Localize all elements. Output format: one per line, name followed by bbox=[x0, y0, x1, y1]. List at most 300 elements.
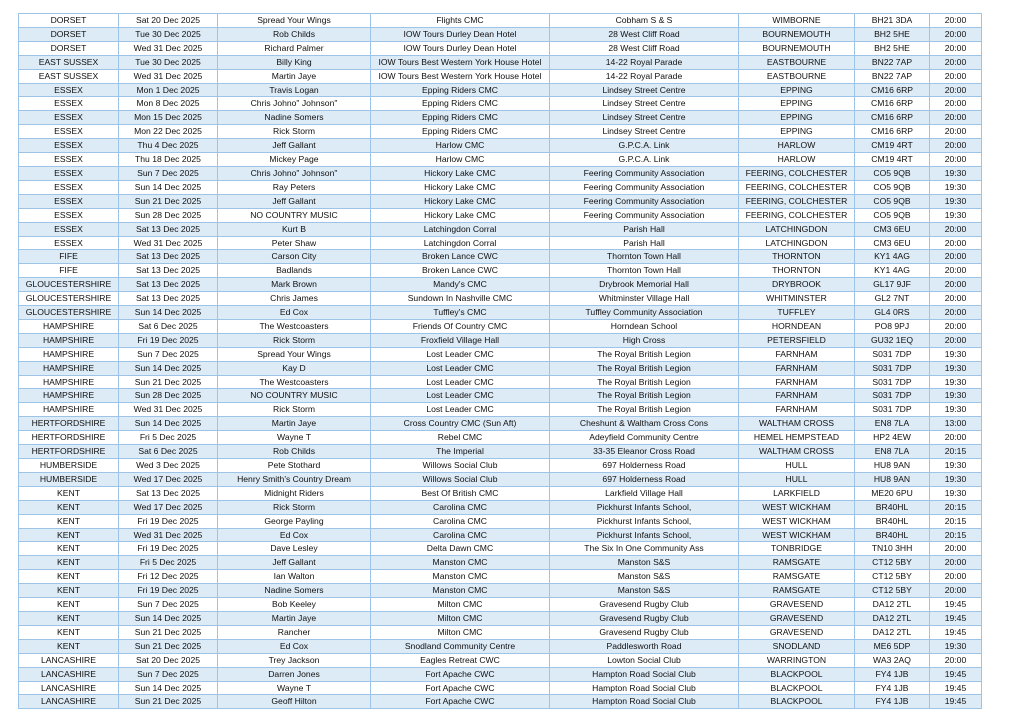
time-cell: 20:00 bbox=[930, 542, 982, 556]
date-cell: Fri 19 Dec 2025 bbox=[119, 514, 218, 528]
club-cell: Broken Lance CWC bbox=[371, 250, 550, 264]
postcode-cell: BH21 3DA bbox=[855, 14, 930, 28]
postcode-cell: BR40HL bbox=[855, 500, 930, 514]
venue-cell: Gravesend Rugby Club bbox=[550, 598, 739, 612]
county-cell: HAMPSHIRE bbox=[19, 375, 119, 389]
artist-cell: Jeff Gallant bbox=[218, 194, 371, 208]
club-cell: Milton CMC bbox=[371, 625, 550, 639]
club-cell: Willows Social Club bbox=[371, 459, 550, 473]
postcode-cell: BR40HL bbox=[855, 528, 930, 542]
date-cell: Sat 13 Dec 2025 bbox=[119, 292, 218, 306]
county-cell: DORSET bbox=[19, 14, 119, 28]
date-cell: Wed 17 Dec 2025 bbox=[119, 472, 218, 486]
artist-cell: Ed Cox bbox=[218, 306, 371, 320]
date-cell: Sun 14 Dec 2025 bbox=[119, 306, 218, 320]
town-cell: FEERING, COLCHESTER bbox=[739, 180, 855, 194]
artist-cell: Ray Peters bbox=[218, 180, 371, 194]
venue-cell: Whitminster Village Hall bbox=[550, 292, 739, 306]
county-cell: HAMPSHIRE bbox=[19, 389, 119, 403]
venue-cell: 28 West Cliff Road bbox=[550, 27, 739, 41]
postcode-cell: CM3 6EU bbox=[855, 236, 930, 250]
time-cell: 19:30 bbox=[930, 180, 982, 194]
time-cell: 19:30 bbox=[930, 389, 982, 403]
town-cell: BLACKPOOL bbox=[739, 667, 855, 681]
time-cell: 19:30 bbox=[930, 194, 982, 208]
town-cell: WEST WICKHAM bbox=[739, 500, 855, 514]
venue-cell: 33-35 Eleanor Cross Road bbox=[550, 445, 739, 459]
venue-cell: Parish Hall bbox=[550, 222, 739, 236]
date-cell: Sun 21 Dec 2025 bbox=[119, 639, 218, 653]
artist-cell: Nadine Somers bbox=[218, 584, 371, 598]
town-cell: WEST WICKHAM bbox=[739, 514, 855, 528]
county-cell: HERTFORDSHIRE bbox=[19, 431, 119, 445]
county-cell: ESSEX bbox=[19, 153, 119, 167]
postcode-cell: CO5 9QB bbox=[855, 166, 930, 180]
venue-cell: Gravesend Rugby Club bbox=[550, 611, 739, 625]
venue-cell: Cheshunt & Waltham Cross Cons bbox=[550, 417, 739, 431]
table-row bbox=[19, 459, 982, 473]
venue-cell: Lindsey Street Centre bbox=[550, 125, 739, 139]
county-cell: KENT bbox=[19, 528, 119, 542]
town-cell: EPPING bbox=[739, 83, 855, 97]
postcode-cell: S031 7DP bbox=[855, 375, 930, 389]
venue-cell: Gravesend Rugby Club bbox=[550, 625, 739, 639]
club-cell: Broken Lance CWC bbox=[371, 264, 550, 278]
town-cell: DRYBROOK bbox=[739, 278, 855, 292]
table-row bbox=[19, 417, 982, 431]
time-cell: 19:30 bbox=[930, 166, 982, 180]
venue-cell: Pickhurst Infants School, bbox=[550, 514, 739, 528]
club-cell: Lost Leader CMC bbox=[371, 389, 550, 403]
postcode-cell: BH2 5HE bbox=[855, 27, 930, 41]
venue-cell: 14-22 Royal Parade bbox=[550, 55, 739, 69]
venue-cell: The Six In One Community Ass bbox=[550, 542, 739, 556]
postcode-cell: CM16 6RP bbox=[855, 83, 930, 97]
postcode-cell: GU32 1EQ bbox=[855, 333, 930, 347]
county-cell: ESSEX bbox=[19, 194, 119, 208]
county-cell: KENT bbox=[19, 639, 119, 653]
time-cell: 20:00 bbox=[930, 55, 982, 69]
date-cell: Sun 14 Dec 2025 bbox=[119, 681, 218, 695]
artist-cell: George Payling bbox=[218, 514, 371, 528]
date-cell: Sat 13 Dec 2025 bbox=[119, 278, 218, 292]
time-cell: 19:45 bbox=[930, 681, 982, 695]
postcode-cell: CO5 9QB bbox=[855, 180, 930, 194]
time-cell: 20:00 bbox=[930, 333, 982, 347]
table-row bbox=[19, 681, 982, 695]
venue-cell: Thornton Town Hall bbox=[550, 250, 739, 264]
artist-cell: Geoff Hilton bbox=[218, 695, 371, 709]
table-row bbox=[19, 125, 982, 139]
club-cell: Eagles Retreat CWC bbox=[371, 653, 550, 667]
county-cell: FIFE bbox=[19, 250, 119, 264]
date-cell: Sun 21 Dec 2025 bbox=[119, 375, 218, 389]
table-row bbox=[19, 69, 982, 83]
table-row bbox=[19, 83, 982, 97]
artist-cell: The Westcoasters bbox=[218, 319, 371, 333]
county-cell: ESSEX bbox=[19, 83, 119, 97]
table-row bbox=[19, 111, 982, 125]
time-cell: 20:00 bbox=[930, 222, 982, 236]
date-cell: Tue 30 Dec 2025 bbox=[119, 55, 218, 69]
table-row bbox=[19, 584, 982, 598]
artist-cell: NO COUNTRY MUSIC bbox=[218, 389, 371, 403]
time-cell: 20:00 bbox=[930, 250, 982, 264]
club-cell: Latchingdon Corral bbox=[371, 236, 550, 250]
date-cell: Fri 5 Dec 2025 bbox=[119, 431, 218, 445]
date-cell: Sun 14 Dec 2025 bbox=[119, 611, 218, 625]
date-cell: Sun 7 Dec 2025 bbox=[119, 667, 218, 681]
time-cell: 20:00 bbox=[930, 431, 982, 445]
venue-cell: Lindsey Street Centre bbox=[550, 83, 739, 97]
artist-cell: Chris Johno" Johnson" bbox=[218, 166, 371, 180]
date-cell: Wed 31 Dec 2025 bbox=[119, 236, 218, 250]
town-cell: THORNTON bbox=[739, 250, 855, 264]
postcode-cell: HP2 4EW bbox=[855, 431, 930, 445]
artist-cell: Travis Logan bbox=[218, 83, 371, 97]
club-cell: Lost Leader CMC bbox=[371, 361, 550, 375]
club-cell: Carolina CMC bbox=[371, 514, 550, 528]
artist-cell: Wayne T bbox=[218, 681, 371, 695]
club-cell: Lost Leader CMC bbox=[371, 403, 550, 417]
date-cell: Fri 5 Dec 2025 bbox=[119, 556, 218, 570]
artist-cell: Mark Brown bbox=[218, 278, 371, 292]
table-row bbox=[19, 625, 982, 639]
artist-cell: Rob Childs bbox=[218, 445, 371, 459]
table-row bbox=[19, 292, 982, 306]
date-cell: Sat 20 Dec 2025 bbox=[119, 14, 218, 28]
table-row bbox=[19, 431, 982, 445]
artist-cell: Nadine Somers bbox=[218, 111, 371, 125]
table-row bbox=[19, 139, 982, 153]
venue-cell: Lindsey Street Centre bbox=[550, 111, 739, 125]
club-cell: Delta Dawn CMC bbox=[371, 542, 550, 556]
postcode-cell: PO8 9PJ bbox=[855, 319, 930, 333]
club-cell: IOW Tours Best Western York House Hotel bbox=[371, 69, 550, 83]
time-cell: 20:00 bbox=[930, 570, 982, 584]
artist-cell: Chris Johno" Johnson" bbox=[218, 97, 371, 111]
date-cell: Sun 7 Dec 2025 bbox=[119, 598, 218, 612]
time-cell: 19:45 bbox=[930, 695, 982, 709]
venue-cell: Pickhurst Infants School, bbox=[550, 528, 739, 542]
town-cell: HORNDEAN bbox=[739, 319, 855, 333]
artist-cell: Martin Jaye bbox=[218, 611, 371, 625]
club-cell: Milton CMC bbox=[371, 611, 550, 625]
time-cell: 20:15 bbox=[930, 514, 982, 528]
venue-cell: Lowton Social Club bbox=[550, 653, 739, 667]
venue-cell: Horndean School bbox=[550, 319, 739, 333]
table-row bbox=[19, 667, 982, 681]
postcode-cell: GL4 0RS bbox=[855, 306, 930, 320]
county-cell: GLOUCESTERSHIRE bbox=[19, 278, 119, 292]
venue-cell: 14-22 Royal Parade bbox=[550, 69, 739, 83]
county-cell: KENT bbox=[19, 542, 119, 556]
venue-cell: 28 West Cliff Road bbox=[550, 41, 739, 55]
county-cell: HUMBERSIDE bbox=[19, 472, 119, 486]
venue-cell: Hampton Road Social Club bbox=[550, 695, 739, 709]
postcode-cell: CM19 4RT bbox=[855, 153, 930, 167]
time-cell: 20:00 bbox=[930, 27, 982, 41]
venue-cell: Drybrook Memorial Hall bbox=[550, 278, 739, 292]
town-cell: RAMSGATE bbox=[739, 570, 855, 584]
county-cell: FIFE bbox=[19, 264, 119, 278]
time-cell: 20:00 bbox=[930, 278, 982, 292]
venue-cell: Manston S&S bbox=[550, 556, 739, 570]
table-row bbox=[19, 611, 982, 625]
date-cell: Mon 1 Dec 2025 bbox=[119, 83, 218, 97]
artist-cell: Chris James bbox=[218, 292, 371, 306]
club-cell: Hickory Lake CMC bbox=[371, 194, 550, 208]
venue-cell: The Royal British Legion bbox=[550, 375, 739, 389]
venue-cell: Manston S&S bbox=[550, 584, 739, 598]
time-cell: 19:30 bbox=[930, 347, 982, 361]
artist-cell: Martin Jaye bbox=[218, 417, 371, 431]
town-cell: HEMEL HEMPSTEAD bbox=[739, 431, 855, 445]
date-cell: Thu 4 Dec 2025 bbox=[119, 139, 218, 153]
venue-cell: Adeyfield Community Centre bbox=[550, 431, 739, 445]
venue-cell: The Royal British Legion bbox=[550, 361, 739, 375]
county-cell: ESSEX bbox=[19, 222, 119, 236]
postcode-cell: DA12 2TL bbox=[855, 625, 930, 639]
venue-cell: High Cross bbox=[550, 333, 739, 347]
county-cell: ESSEX bbox=[19, 180, 119, 194]
table-row bbox=[19, 208, 982, 222]
date-cell: Wed 31 Dec 2025 bbox=[119, 69, 218, 83]
time-cell: 19:45 bbox=[930, 625, 982, 639]
county-cell: DORSET bbox=[19, 41, 119, 55]
county-cell: ESSEX bbox=[19, 166, 119, 180]
postcode-cell: TN10 3HH bbox=[855, 542, 930, 556]
table-row bbox=[19, 514, 982, 528]
artist-cell: Martin Jaye bbox=[218, 69, 371, 83]
postcode-cell: EN8 7LA bbox=[855, 445, 930, 459]
time-cell: 20:00 bbox=[930, 14, 982, 28]
venue-cell: Thornton Town Hall bbox=[550, 264, 739, 278]
town-cell: GRAVESEND bbox=[739, 611, 855, 625]
county-cell: KENT bbox=[19, 556, 119, 570]
table-row bbox=[19, 695, 982, 709]
date-cell: Sun 21 Dec 2025 bbox=[119, 625, 218, 639]
table-row bbox=[19, 375, 982, 389]
table-row bbox=[19, 333, 982, 347]
time-cell: 20:00 bbox=[930, 556, 982, 570]
date-cell: Wed 31 Dec 2025 bbox=[119, 41, 218, 55]
date-cell: Wed 31 Dec 2025 bbox=[119, 528, 218, 542]
postcode-cell: FY4 1JB bbox=[855, 681, 930, 695]
postcode-cell: CM16 6RP bbox=[855, 97, 930, 111]
postcode-cell: CO5 9QB bbox=[855, 208, 930, 222]
date-cell: Wed 31 Dec 2025 bbox=[119, 403, 218, 417]
postcode-cell: CT12 5BY bbox=[855, 556, 930, 570]
table-row bbox=[19, 639, 982, 653]
postcode-cell: CM16 6RP bbox=[855, 111, 930, 125]
club-cell: Rebel CMC bbox=[371, 431, 550, 445]
table-row bbox=[19, 486, 982, 500]
club-cell: Snodland Community Centre bbox=[371, 639, 550, 653]
time-cell: 20:15 bbox=[930, 500, 982, 514]
table-row bbox=[19, 570, 982, 584]
town-cell: LATCHINGDON bbox=[739, 222, 855, 236]
town-cell: SNODLAND bbox=[739, 639, 855, 653]
town-cell: EASTBOURNE bbox=[739, 69, 855, 83]
venue-cell: Feering Community Association bbox=[550, 208, 739, 222]
venue-cell: Paddlesworth Road bbox=[550, 639, 739, 653]
artist-cell: Rick Storm bbox=[218, 333, 371, 347]
venue-cell: G.P.C.A. Link bbox=[550, 139, 739, 153]
town-cell: GRAVESEND bbox=[739, 598, 855, 612]
club-cell: Flights CMC bbox=[371, 14, 550, 28]
artist-cell: Midnight Riders bbox=[218, 486, 371, 500]
county-cell: KENT bbox=[19, 500, 119, 514]
date-cell: Sat 13 Dec 2025 bbox=[119, 250, 218, 264]
town-cell: FARNHAM bbox=[739, 403, 855, 417]
county-cell: LANCASHIRE bbox=[19, 653, 119, 667]
town-cell: HARLOW bbox=[739, 139, 855, 153]
table-body bbox=[19, 14, 982, 709]
date-cell: Wed 3 Dec 2025 bbox=[119, 459, 218, 473]
artist-cell: Trey Jackson bbox=[218, 653, 371, 667]
artist-cell: Spread Your Wings bbox=[218, 14, 371, 28]
time-cell: 20:15 bbox=[930, 445, 982, 459]
artist-cell: Badlands bbox=[218, 264, 371, 278]
venue-cell: The Royal British Legion bbox=[550, 389, 739, 403]
venue-cell: G.P.C.A. Link bbox=[550, 153, 739, 167]
club-cell: Epping Riders CMC bbox=[371, 125, 550, 139]
table-row bbox=[19, 556, 982, 570]
town-cell: BOURNEMOUTH bbox=[739, 41, 855, 55]
postcode-cell: DA12 2TL bbox=[855, 611, 930, 625]
club-cell: Fort Apache CWC bbox=[371, 681, 550, 695]
date-cell: Sun 14 Dec 2025 bbox=[119, 180, 218, 194]
date-cell: Fri 12 Dec 2025 bbox=[119, 570, 218, 584]
artist-cell: Rob Childs bbox=[218, 27, 371, 41]
venue-cell: Pickhurst Infants School, bbox=[550, 500, 739, 514]
postcode-cell: CM19 4RT bbox=[855, 139, 930, 153]
artist-cell: Billy King bbox=[218, 55, 371, 69]
venue-cell: Cobham S & S bbox=[550, 14, 739, 28]
table-row bbox=[19, 472, 982, 486]
date-cell: Sat 13 Dec 2025 bbox=[119, 486, 218, 500]
town-cell: WHITMINSTER bbox=[739, 292, 855, 306]
club-cell: Froxfield Village Hall bbox=[371, 333, 550, 347]
time-cell: 19:30 bbox=[930, 459, 982, 473]
county-cell: ESSEX bbox=[19, 208, 119, 222]
table-row bbox=[19, 222, 982, 236]
venue-cell: 697 Holderness Road bbox=[550, 472, 739, 486]
town-cell: LARKFIELD bbox=[739, 486, 855, 500]
postcode-cell: GL2 7NT bbox=[855, 292, 930, 306]
artist-cell: Ed Cox bbox=[218, 639, 371, 653]
county-cell: EAST SUSSEX bbox=[19, 55, 119, 69]
club-cell: Harlow CMC bbox=[371, 139, 550, 153]
postcode-cell: CM3 6EU bbox=[855, 222, 930, 236]
postcode-cell: WA3 2AQ bbox=[855, 653, 930, 667]
postcode-cell: S031 7DP bbox=[855, 347, 930, 361]
county-cell: ESSEX bbox=[19, 97, 119, 111]
artist-cell: Spread Your Wings bbox=[218, 347, 371, 361]
date-cell: Sat 6 Dec 2025 bbox=[119, 319, 218, 333]
time-cell: 20:00 bbox=[930, 139, 982, 153]
date-cell: Mon 22 Dec 2025 bbox=[119, 125, 218, 139]
town-cell: FEERING, COLCHESTER bbox=[739, 166, 855, 180]
time-cell: 19:45 bbox=[930, 611, 982, 625]
town-cell: EPPING bbox=[739, 111, 855, 125]
artist-cell: Kurt B bbox=[218, 222, 371, 236]
postcode-cell: S031 7DP bbox=[855, 389, 930, 403]
time-cell: 19:30 bbox=[930, 208, 982, 222]
postcode-cell: FY4 1JB bbox=[855, 667, 930, 681]
club-cell: The Imperial bbox=[371, 445, 550, 459]
table-row bbox=[19, 236, 982, 250]
table-row bbox=[19, 542, 982, 556]
table-row bbox=[19, 166, 982, 180]
artist-cell: Ian Walton bbox=[218, 570, 371, 584]
town-cell: HARLOW bbox=[739, 153, 855, 167]
club-cell: Manston CMC bbox=[371, 584, 550, 598]
club-cell: Lost Leader CMC bbox=[371, 375, 550, 389]
club-cell: IOW Tours Durley Dean Hotel bbox=[371, 41, 550, 55]
town-cell: BLACKPOOL bbox=[739, 695, 855, 709]
table-row bbox=[19, 319, 982, 333]
town-cell: FEERING, COLCHESTER bbox=[739, 208, 855, 222]
postcode-cell: DA12 2TL bbox=[855, 598, 930, 612]
town-cell: HULL bbox=[739, 472, 855, 486]
county-cell: HAMPSHIRE bbox=[19, 347, 119, 361]
gig-listing-table bbox=[18, 13, 982, 709]
postcode-cell: BN22 7AP bbox=[855, 69, 930, 83]
town-cell: FARNHAM bbox=[739, 361, 855, 375]
county-cell: ESSEX bbox=[19, 139, 119, 153]
time-cell: 20:00 bbox=[930, 306, 982, 320]
postcode-cell: EN8 7LA bbox=[855, 417, 930, 431]
table-row bbox=[19, 389, 982, 403]
time-cell: 20:00 bbox=[930, 111, 982, 125]
table-row bbox=[19, 347, 982, 361]
county-cell: GLOUCESTERSHIRE bbox=[19, 292, 119, 306]
postcode-cell: S031 7DP bbox=[855, 361, 930, 375]
club-cell: Epping Riders CMC bbox=[371, 97, 550, 111]
artist-cell: Jeff Gallant bbox=[218, 556, 371, 570]
artist-cell: Jeff Gallant bbox=[218, 139, 371, 153]
venue-cell: Feering Community Association bbox=[550, 166, 739, 180]
postcode-cell: BH2 5HE bbox=[855, 41, 930, 55]
county-cell: LANCASHIRE bbox=[19, 667, 119, 681]
postcode-cell: KY1 4AG bbox=[855, 250, 930, 264]
venue-cell: Feering Community Association bbox=[550, 180, 739, 194]
club-cell: Fort Apache CWC bbox=[371, 667, 550, 681]
postcode-cell: HU8 9AN bbox=[855, 459, 930, 473]
town-cell: BLACKPOOL bbox=[739, 681, 855, 695]
county-cell: KENT bbox=[19, 625, 119, 639]
table-row bbox=[19, 653, 982, 667]
club-cell: Willows Social Club bbox=[371, 472, 550, 486]
artist-cell: Dave Lesley bbox=[218, 542, 371, 556]
postcode-cell: CT12 5BY bbox=[855, 570, 930, 584]
town-cell: WALTHAM CROSS bbox=[739, 417, 855, 431]
county-cell: KENT bbox=[19, 570, 119, 584]
time-cell: 20:00 bbox=[930, 153, 982, 167]
county-cell: HERTFORDSHIRE bbox=[19, 445, 119, 459]
time-cell: 20:00 bbox=[930, 264, 982, 278]
table-row bbox=[19, 264, 982, 278]
date-cell: Fri 19 Dec 2025 bbox=[119, 542, 218, 556]
town-cell: WIMBORNE bbox=[739, 14, 855, 28]
county-cell: ESSEX bbox=[19, 125, 119, 139]
artist-cell: Rancher bbox=[218, 625, 371, 639]
club-cell: Milton CMC bbox=[371, 598, 550, 612]
artist-cell: Rick Storm bbox=[218, 125, 371, 139]
town-cell: EASTBOURNE bbox=[739, 55, 855, 69]
